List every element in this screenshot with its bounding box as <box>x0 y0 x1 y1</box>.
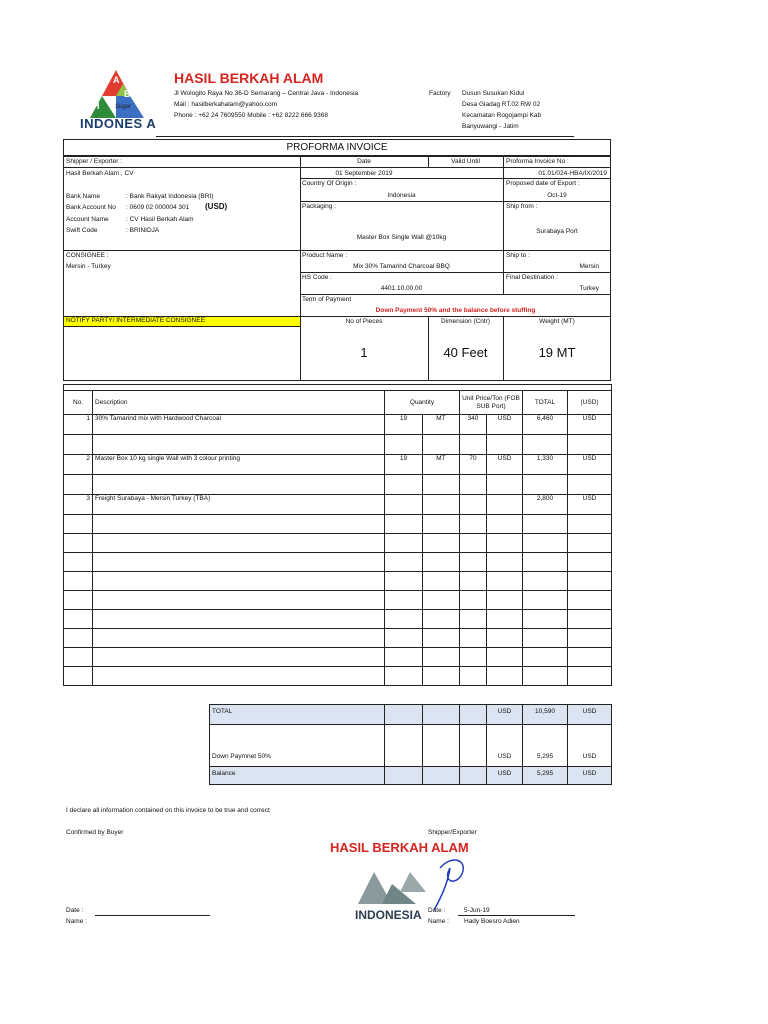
export-date-label: Proposed date of Export : <box>506 180 580 187</box>
item-description: 30% Tamarind mix with Hardwood Charcoal <box>93 415 385 435</box>
right-rule-5 <box>300 272 611 273</box>
factory-line-4: Banyuwangi - Jatim <box>462 123 519 130</box>
swift-value: : BRINIDJA <box>126 227 160 234</box>
item-price <box>460 495 487 515</box>
item-currency <box>487 495 523 515</box>
consignee-value: Mersin - Turkey <box>66 263 111 270</box>
totals-table <box>209 704 612 785</box>
header-no: No. <box>64 391 93 415</box>
header-quantity: Quantity <box>385 391 460 415</box>
balance-value: 5,295 <box>523 767 568 785</box>
total-label: TOTAL <box>210 705 385 725</box>
confirmed-by-buyer: Confirmed by Buyer <box>66 829 124 836</box>
right-rule-4 <box>300 250 611 251</box>
invoice-title: PROFORMA INVOICE <box>63 139 611 156</box>
item-unit: MT <box>423 415 460 435</box>
header-total-currency: (USD) <box>568 391 612 415</box>
item-unit: MT <box>423 455 460 475</box>
logo-script: Sugar <box>115 104 132 110</box>
factory-label: Factory <box>429 90 451 97</box>
table-row <box>64 415 612 435</box>
ship-from-label: Ship from : <box>506 203 538 210</box>
product-name-value: Mix 30% Tamarind Charcoal BBQ <box>353 263 450 270</box>
table-row <box>64 572 612 591</box>
item-qty: 19 <box>385 455 423 475</box>
ship-to-label: Ship to : <box>506 252 530 259</box>
shipper-value: Hasil Berkah Alam , CV <box>66 170 134 177</box>
date-value: 01 September 2019 <box>335 170 393 177</box>
buyer-date-label: Date : <box>66 907 84 914</box>
right-rule-2 <box>300 178 611 179</box>
table-row <box>64 553 612 572</box>
pi-no-value: 01.01/024-HBA/IX/2019 <box>538 170 607 177</box>
table-row <box>64 455 612 475</box>
header-total: TOTAL <box>523 391 568 415</box>
right-rule-3 <box>300 201 611 202</box>
consignee-rule <box>63 250 300 251</box>
right-rule-6 <box>300 294 611 295</box>
consignee-label: CONSIGNEE : <box>66 252 109 259</box>
term-of-payment-label: Term of Payment <box>302 296 352 303</box>
shipper-name-value: Hady Boesro Adien <box>464 918 520 925</box>
down-payment-label: Down Paymnet 50% <box>210 725 385 767</box>
balance-currency-2: USD <box>568 767 612 785</box>
item-qty <box>385 495 423 515</box>
packaging-value: Master Box Single Wall @10kg <box>356 234 447 241</box>
item-unit <box>423 495 460 515</box>
table-row <box>64 495 612 515</box>
item-no: 1 <box>64 415 93 435</box>
origin-value: Indonesia <box>387 192 416 199</box>
dimension-label: Dimension (Cntr) <box>440 318 491 325</box>
item-total: 2,800 <box>523 495 568 515</box>
pieces-label: No of Pieces <box>345 318 383 325</box>
header-rule <box>156 136 574 137</box>
down-payment-value: 5,295 <box>523 725 568 767</box>
shipper-exporter-label: Shipper/Exporter <box>428 829 477 836</box>
down-payment-currency-2: USD <box>568 725 612 767</box>
hs-code-label: HS Code : <box>302 274 332 281</box>
item-price: 70 <box>460 455 487 475</box>
weight-value: 19 MT <box>538 345 576 360</box>
shipper-date-label: Date : <box>428 907 446 914</box>
logo-letter-a: A <box>113 75 120 85</box>
swift-label: Swift Code <box>66 227 98 234</box>
export-date-value: Oct-19 <box>547 192 567 199</box>
table-row <box>64 648 612 667</box>
right-rule-1 <box>300 167 611 168</box>
header-description: Description <box>93 391 385 415</box>
factory-line-2: Desa Gladag RT.02 RW 02 <box>462 101 541 108</box>
final-destination-value: Turkey <box>579 285 599 292</box>
item-price: 340 <box>460 415 487 435</box>
pieces-value: 1 <box>360 345 368 360</box>
total-currency-2: USD <box>568 705 612 725</box>
item-no: 3 <box>64 495 93 515</box>
stamp-logo-text: INDONESIA <box>355 908 422 922</box>
origin-label: Country Of Origin : <box>302 180 357 187</box>
factory-line-1: Dusun Susukan Kidul <box>462 90 525 97</box>
table-row <box>64 534 612 553</box>
total-value: 10,590 <box>523 705 568 725</box>
down-payment-row <box>210 725 612 767</box>
item-no: 2 <box>64 455 93 475</box>
bank-account-value: : 0609 02 000004 301 <box>126 204 190 211</box>
company-address: Jl Wologito Raya No 36-D Semarang – Central Java - Indonesia <box>174 90 359 97</box>
table-row <box>64 629 612 648</box>
table-row <box>64 435 612 455</box>
item-total-currency: USD <box>568 415 612 435</box>
notify-party-label: NOTIFY PARTY/ INTERMEDIATE CONSIGNEE <box>64 316 300 327</box>
account-name-value: : CV Hasil Berkah Alam <box>126 216 194 223</box>
declaration: I declare all information contained on this invoice to be true and correct <box>66 807 270 814</box>
account-name-label: Account Name <box>66 216 109 223</box>
bank-currency: (USD) <box>205 202 228 211</box>
total-row <box>210 705 612 725</box>
bank-name-value: : Bank Rakyat Indonesia (BRI) <box>126 193 214 200</box>
table-row <box>64 591 612 610</box>
item-currency: USD <box>487 415 523 435</box>
logo-letter-b: B <box>124 89 131 99</box>
valid-until-label: Valid Until <box>451 158 480 165</box>
header-unit-price: Unit Price/Ton (FOB SUB Port) <box>460 391 523 415</box>
items-table <box>63 384 612 686</box>
hs-code-value: 4401.10.00.00 <box>380 285 423 292</box>
pi-no-label: Proforma Invoice No : <box>506 158 569 165</box>
term-of-payment-value: Down Payment 50% and the balance before stuffing <box>375 307 536 314</box>
product-name-label: Product Name : <box>302 252 348 259</box>
shipper-rule <box>63 167 300 168</box>
balance-label: Balance <box>210 767 385 785</box>
right-rule-7 <box>300 316 611 317</box>
shipper-date-value: 5-Jun-19 <box>464 907 490 914</box>
weight-label: Weight (MT) <box>539 318 575 325</box>
total-currency: USD <box>487 705 523 725</box>
stamp-company-name: HASIL BERKAH ALAM <box>330 840 469 855</box>
bank-name-label: Bank Name <box>66 193 100 200</box>
table-row <box>64 610 612 629</box>
company-mail: Mail : hasilberkahalam@yahoo.com <box>174 101 278 108</box>
dimension-value: 40 Feet <box>443 345 488 360</box>
shipper-label: Shipper / Exporter : <box>66 158 122 165</box>
packaging-label: Packaging : <box>302 203 336 210</box>
item-description: Master Box 10 kg single Wall with 3 colour printing <box>93 455 385 475</box>
buyer-date-line <box>95 915 210 916</box>
item-total-currency: USD <box>568 455 612 475</box>
buyer-name-label: Name : <box>66 918 87 925</box>
balance-row <box>210 767 612 785</box>
item-currency: USD <box>487 455 523 475</box>
balance-currency: USD <box>487 767 523 785</box>
ship-to-value: Mersin <box>579 263 599 270</box>
company-name: HASIL BERKAH ALAM <box>174 70 324 86</box>
table-header-row <box>64 391 612 415</box>
item-total: 1,330 <box>523 455 568 475</box>
item-qty: 19 <box>385 415 423 435</box>
item-total: 6,460 <box>523 415 568 435</box>
company-phone: Phone : +62 24 7609550 Mobile : +62 8222 666 9368 <box>174 112 328 119</box>
shipper-date-line <box>458 915 575 916</box>
bank-account-label: Bank Account No <box>66 204 116 211</box>
logo-text: INDONES A <box>80 116 157 131</box>
date-label: Date <box>357 158 371 165</box>
item-total-currency: USD <box>568 495 612 515</box>
shipper-name-label: Name : <box>428 918 449 925</box>
item-description: Freight Surabaya - Mersin Turkey (TBA) <box>93 495 385 515</box>
table-row <box>64 475 612 495</box>
table-row <box>64 667 612 686</box>
final-destination-label: Final Destination : <box>506 274 559 281</box>
ship-from-value: Surabaya Port <box>536 228 578 235</box>
table-row <box>64 515 612 534</box>
logo-letter-h: H <box>93 101 100 111</box>
factory-line-3: Kecamatan Rogojampi Kab <box>462 112 542 119</box>
down-payment-currency: USD <box>487 725 523 767</box>
